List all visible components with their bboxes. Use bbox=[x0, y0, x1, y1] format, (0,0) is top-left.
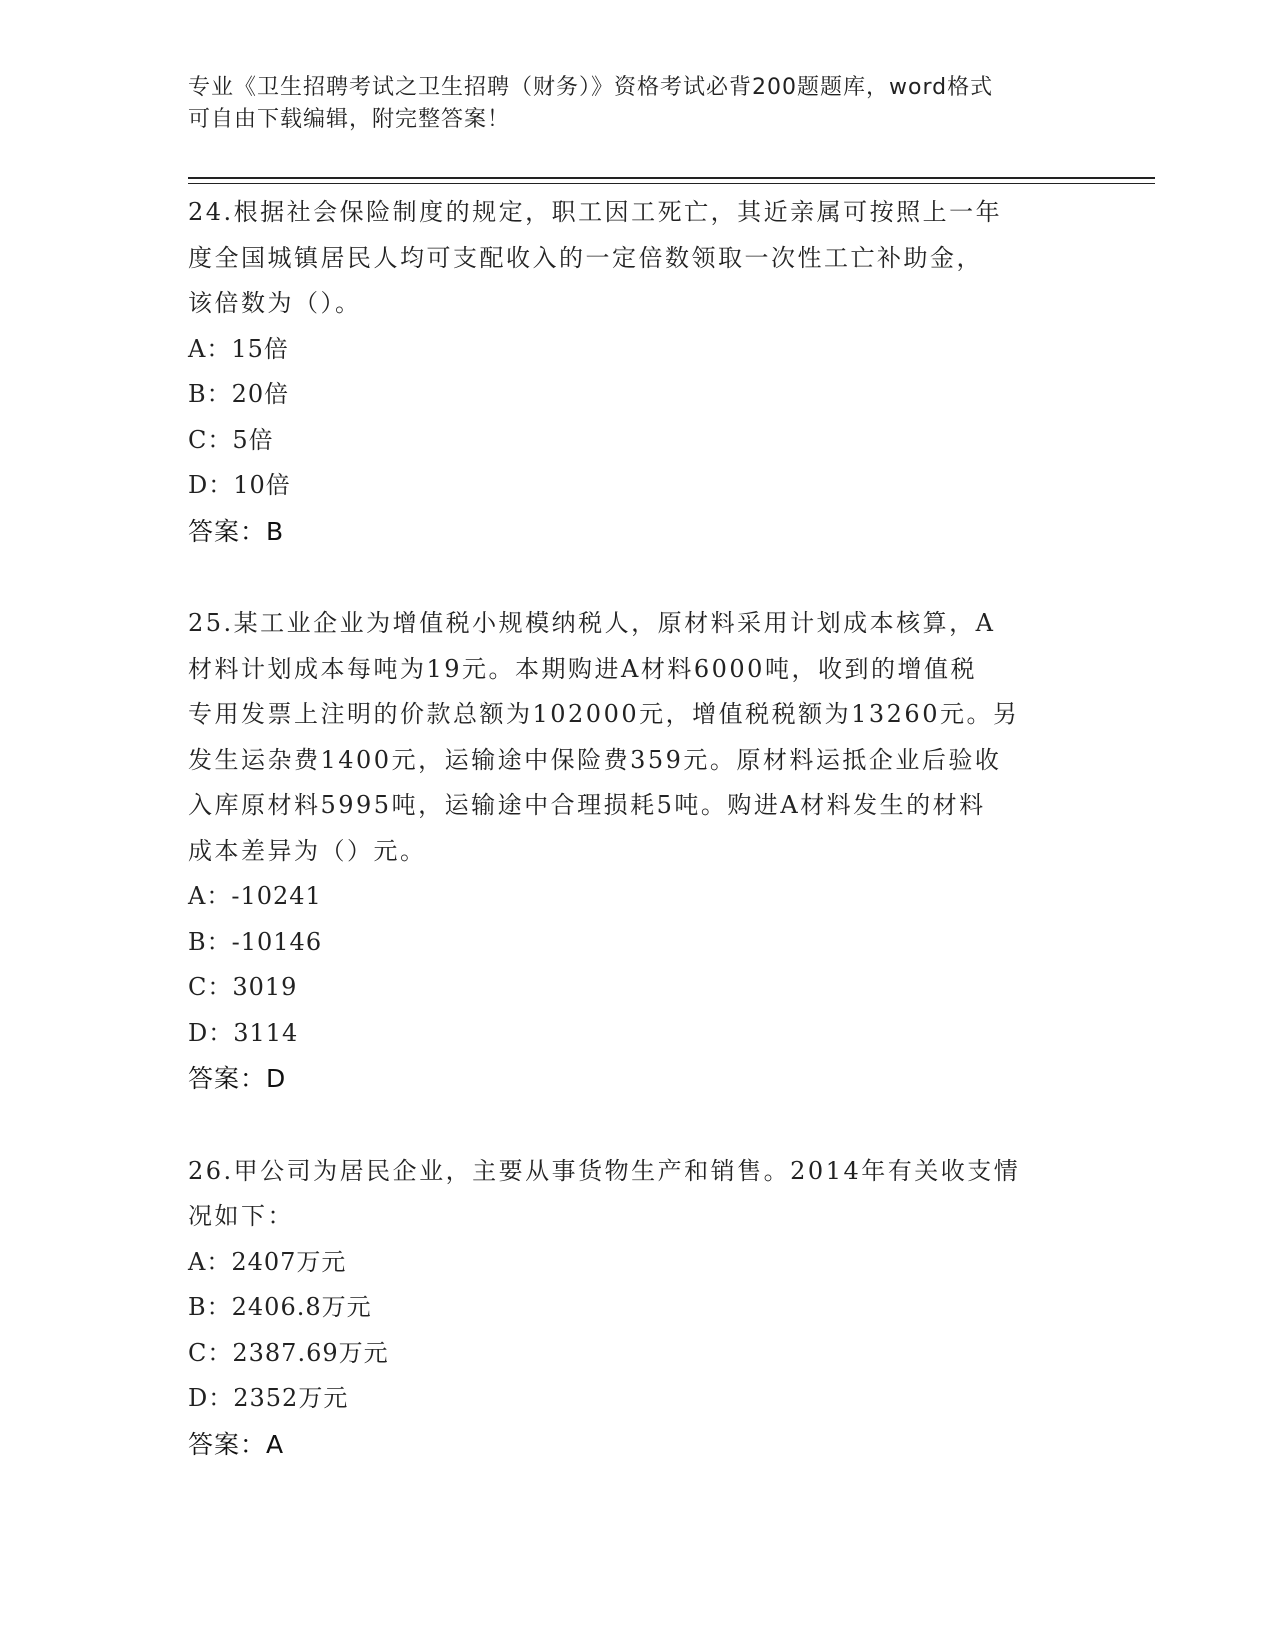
option-a bbox=[188, 874, 1088, 920]
option-letter: B： bbox=[188, 1293, 232, 1321]
option-letter: B： bbox=[188, 380, 232, 408]
option-d bbox=[188, 1376, 1088, 1422]
answer-line: 答案：D bbox=[188, 1064, 287, 1093]
question-stem-line: 发生运杂费1400元，运输途中保险费359元。原材料运抵企业后验收 bbox=[188, 745, 1002, 774]
question-stem-line: 专用发票上注明的价款总额为102000元，增值税税额为13260元。另 bbox=[188, 700, 1020, 728]
option-letter: A： bbox=[188, 1247, 232, 1276]
question-stem-line: 25.某工业企业为增值税小规模纳税人，原材料采用计划成本核算，A bbox=[188, 609, 996, 637]
question-stem-line: 度全国城镇居民人均可支配收入的一定倍数领取一次性工亡补助金， bbox=[188, 243, 983, 272]
option-b bbox=[188, 372, 1088, 418]
question-stem-line: 成本差异为（）元。 bbox=[188, 836, 427, 865]
option-letter: A： bbox=[188, 334, 232, 363]
header-line-1: 专业《卫生招聘考试之卫生招聘（财务）》资格考试必背200题题库，word格式 bbox=[188, 75, 994, 100]
option-letter: A： bbox=[188, 882, 232, 910]
document-header bbox=[188, 72, 1088, 136]
question-stem-line: 该倍数为（）。 bbox=[188, 289, 362, 317]
option-text: 5倍 bbox=[232, 425, 274, 454]
answer-line: 答案：B bbox=[188, 516, 285, 546]
option-a bbox=[188, 1240, 1088, 1286]
question-stem-line: 24.根据社会保险制度的规定，职工因工死亡，其近亲属可按照上一年 bbox=[188, 198, 1003, 226]
option-text: 2352万元 bbox=[233, 1384, 349, 1412]
option-text: 10倍 bbox=[233, 471, 291, 499]
option-b bbox=[188, 1285, 1088, 1331]
option-text: 2387.69万元 bbox=[232, 1338, 389, 1367]
option-c bbox=[188, 1331, 1088, 1377]
option-text: 3019 bbox=[232, 973, 298, 1001]
answer-line: 答案：A bbox=[188, 1429, 285, 1459]
option-letter: D： bbox=[188, 1384, 234, 1412]
header-divider-thin bbox=[188, 183, 1155, 184]
question-26 bbox=[188, 1149, 1088, 1468]
option-text: 2406.8万元 bbox=[231, 1293, 372, 1321]
option-a bbox=[188, 327, 1088, 373]
question-stem-line: 材料计划成本每吨为19元。本期购进A材料6000吨，收到的增值税 bbox=[188, 654, 977, 683]
question-stem-line: 况如下： bbox=[188, 1202, 294, 1230]
option-letter: D： bbox=[188, 471, 234, 499]
option-letter: C： bbox=[188, 1338, 233, 1367]
option-text: 2407万元 bbox=[231, 1247, 347, 1276]
option-text: -10146 bbox=[231, 927, 323, 956]
question-stem-line: 入库原材料5995吨，运输途中合理损耗5吨。购进A材料发生的材料 bbox=[188, 791, 986, 819]
question-stem-line: 26.甲公司为居民企业，主要从事货物生产和销售。2014年有关收支情 bbox=[188, 1156, 1021, 1185]
option-text: 3114 bbox=[233, 1018, 299, 1047]
option-letter: B： bbox=[188, 927, 232, 956]
header-line-2: 可自由下载编辑，附完整答案！ bbox=[188, 107, 511, 132]
header-divider-thick bbox=[188, 177, 1155, 179]
option-c bbox=[188, 418, 1088, 464]
question-list bbox=[188, 190, 1088, 1514]
option-text: 20倍 bbox=[231, 380, 290, 408]
option-c bbox=[188, 965, 1088, 1011]
question-24 bbox=[188, 190, 1088, 554]
option-letter: D： bbox=[188, 1018, 234, 1047]
option-text: 15倍 bbox=[231, 334, 289, 363]
option-text: -10241 bbox=[231, 882, 322, 910]
option-letter: C： bbox=[188, 425, 233, 454]
question-25 bbox=[188, 601, 1088, 1102]
option-b bbox=[188, 920, 1088, 966]
option-letter: C： bbox=[188, 973, 233, 1001]
option-d bbox=[188, 463, 1088, 509]
option-d bbox=[188, 1011, 1088, 1057]
